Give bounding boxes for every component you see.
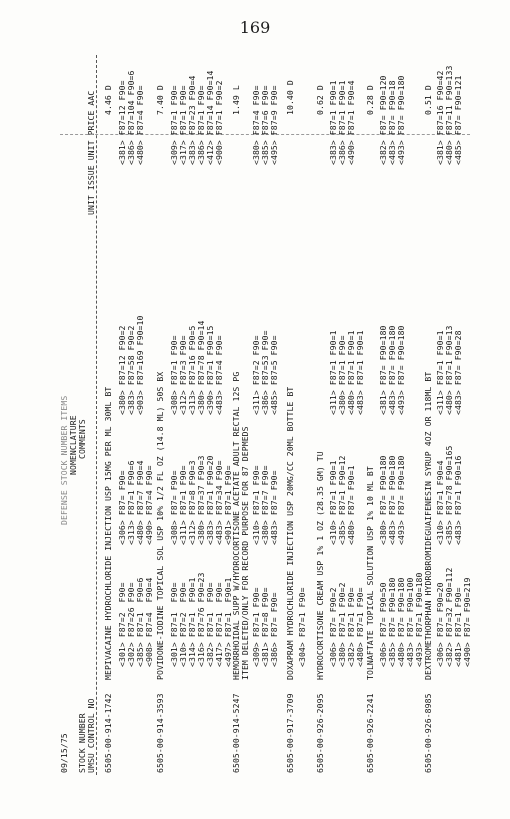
usage-column: <301> F87=2 F90= <302> F87=26 F90= <385> F87=1 F90=6 <908> F87=4 F90=4 bbox=[117, 577, 154, 667]
usage-column: <311> F87=1 F90=1 <480> F87=1 F90=13 <483> F87= F90=28 bbox=[435, 325, 463, 415]
unit-price: 0.28 D bbox=[365, 85, 375, 115]
item-nomenclature: DEXTROMETHORPHAN HYDROBROMIDEGUAIFENESIN SYRUP 4OZ OR 118ML BT bbox=[423, 371, 433, 680]
item-nomenclature: DOXAPRAM HYDROCHLORIDE INJECTION USP 20MG/CC 20ML BOTTLE BT bbox=[285, 386, 295, 680]
comments-header: COMMENTS bbox=[77, 419, 87, 459]
unit-price-header: UNIT ISSUE UNIT PRICE AAC bbox=[86, 90, 96, 215]
usage-column: <306> F87= F90=2 <380> F87=1 F90=2 <382> F87=1 F90= <480> F87=1 F90= bbox=[328, 582, 365, 667]
nomenclature-header: NOMENCLATURE bbox=[68, 415, 78, 475]
stock-number: 6505-00-926-8985 bbox=[423, 693, 433, 773]
usage-column: <381> F87=12 F90= <386> F87=104 F90=6 <480> F87=4 F90= bbox=[117, 70, 145, 165]
stock-number: 6505-00-914-1742 bbox=[103, 693, 113, 773]
usage-column: <381> F87=16 F90=42 <480> F87=11 F90=133 <485> F87= F90=121 bbox=[435, 65, 463, 165]
unit-price: 1.49 L bbox=[231, 85, 241, 115]
usage-column: <381> F87= F90=180 <483> F87= F90=180 <493> F87= F90=180 bbox=[378, 325, 406, 415]
item-nomenclature: POVIDONE-IODINE TOPICAL SOL USP 10% 1/2 FL OZ (14.8 ML) 50S BX bbox=[155, 371, 165, 680]
usage-column: <301> F87=1 F90= <310> F87=2 F90= <314> F87=1 F90=1 <316> F87=76 F90=23 <382> F87=1 F90= <417> F87=1 F90= <497> F87=1 F90=1 bbox=[169, 572, 233, 667]
usage-column: <383> F87=1 F90=1 <386> F87=1 F90=1 <490> F87=1 F90=4 bbox=[328, 80, 356, 165]
report-faint-title: DEFENSE STOCK NUMBER ITEMS bbox=[59, 395, 69, 525]
stock-number: 6505-00-917-3709 bbox=[285, 693, 295, 773]
item-nomenclature: TOLNAFTATE TOPICAL SOLUTION USP 1% 10 ML BT bbox=[365, 466, 375, 680]
usage-column: <306> F87= F90= <313> F87=1 F90=6 <480> F87=7 F90=4 <490> F87=4 F90= bbox=[117, 460, 154, 545]
usage-column: <311> F87=2 F90= <386> F87=53 F90= <485> F87=5 F90= bbox=[251, 330, 279, 415]
umsu-control-header: UMSU CONTROL NO bbox=[86, 698, 96, 773]
usage-column: <380> F87= F90=180 <483> F87= F90=180 <493> F87= F90=180 bbox=[378, 455, 406, 545]
unit-price: 7.40 D bbox=[155, 85, 165, 115]
usage-column: <310> F87=1 F90=4 <385> F87=78 F90=165 <483> F87=1 F90=16 bbox=[435, 445, 463, 545]
rotated-report-sheet bbox=[60, 55, 470, 775]
stock-number: 6505-00-914-5247 bbox=[231, 693, 241, 773]
usage-column: <306> F87= F90=50 <385> F87= F90=180 <480> F87= F90=180 <483> F87= F90=100 <493> F87=1 F90=180 bbox=[378, 572, 424, 667]
report-date: 09/15/75 bbox=[59, 733, 69, 773]
usage-column: <306> F87= F90=20 <382> F87=32 F90=112 <481> F87=1 F90= <490> F87= F90=219 bbox=[435, 567, 472, 667]
usage-column: <304> F87=1 F90= bbox=[297, 587, 307, 667]
unit-price: 4.46 D bbox=[103, 85, 113, 115]
stock-number: 6505-00-914-3593 bbox=[155, 693, 165, 773]
usage-column: <310> F87=1 F90= <380> F87=7 F90= <483> F87= F90= bbox=[251, 465, 279, 545]
item-nomenclature: HEMORRHOIDAL SUPP W/HYDROCORTISONE ACETATE ADULT RECTAL 12S PG bbox=[231, 371, 241, 680]
stock-number: 6505-00-926-2095 bbox=[315, 693, 325, 773]
usage-column: <309> F87=1 F90= <317> F87=1 F90= <383> F87=23 F90=4 <386> F87=1 F90= <412> F87=14 F90=14 <900> F87=1 F90=2 bbox=[169, 70, 224, 165]
usage-column: <380> F87=4 F90= <385> F87=6 F90= <495> F87=9 F90= bbox=[251, 85, 279, 165]
usage-column: <308> F87=1 F90= <312> F87=3 F90= <313> F87=16 F90=5 <380> F87=78 F90=14 <390> F87=1 F90=15 <483> F87=4 F90= bbox=[169, 320, 224, 415]
stock-number-header: STOCK NUMBER bbox=[77, 713, 87, 773]
usage-column: <380> F87=12 F90=2 <383> F87=58 F90=2 <903> F87=169 F90=10 bbox=[117, 315, 145, 415]
unit-price: 0.62 D bbox=[315, 85, 325, 115]
unit-price: 0.51 D bbox=[423, 85, 433, 115]
item-comment: ITEM DELETED/ONLY FOR RECORD PURPOSE FOR 87 DEPMEDS bbox=[240, 426, 250, 680]
page-number: 169 bbox=[239, 18, 271, 37]
item-nomenclature: MEPIVACAINE HYDROCHLORIDE INJECTION USP 15MG PER ML 30ML BT bbox=[103, 386, 113, 680]
unit-price: 10.40 D bbox=[285, 80, 295, 115]
usage-column: <308> F87= F90= <311> F87=1 F90= <312> F87=8 F90=3 <380> F87=37 F90=3 <383> F87=1 F90=20 <483> F87=34 F90= <901> F87=1 F90= bbox=[169, 455, 233, 545]
stock-number: 6505-00-926-2241 bbox=[365, 693, 375, 773]
usage-column: <382> F87= F90=120 <483> F87= F90=18 <493> F87= F90=180 bbox=[378, 75, 406, 165]
usage-column: <311> F87=1 F90=1 <380> F87=1 F90= <480> F87=1 F90=1 <483> F87=1 F90=1 bbox=[328, 330, 365, 415]
usage-column: <309> F87=1 F90= <381> F87=8 F90= <386> F87= F90= bbox=[251, 587, 279, 667]
usage-column: <310> F87=1 F90=1 <385> F87=1 F90=12 <480> F87= F90=1 bbox=[328, 455, 356, 545]
report-header bbox=[60, 55, 97, 775]
item-nomenclature: HYDROCORTISONE CREAM USP 1% 1 OZ (28.35 GM) TU bbox=[315, 451, 325, 680]
